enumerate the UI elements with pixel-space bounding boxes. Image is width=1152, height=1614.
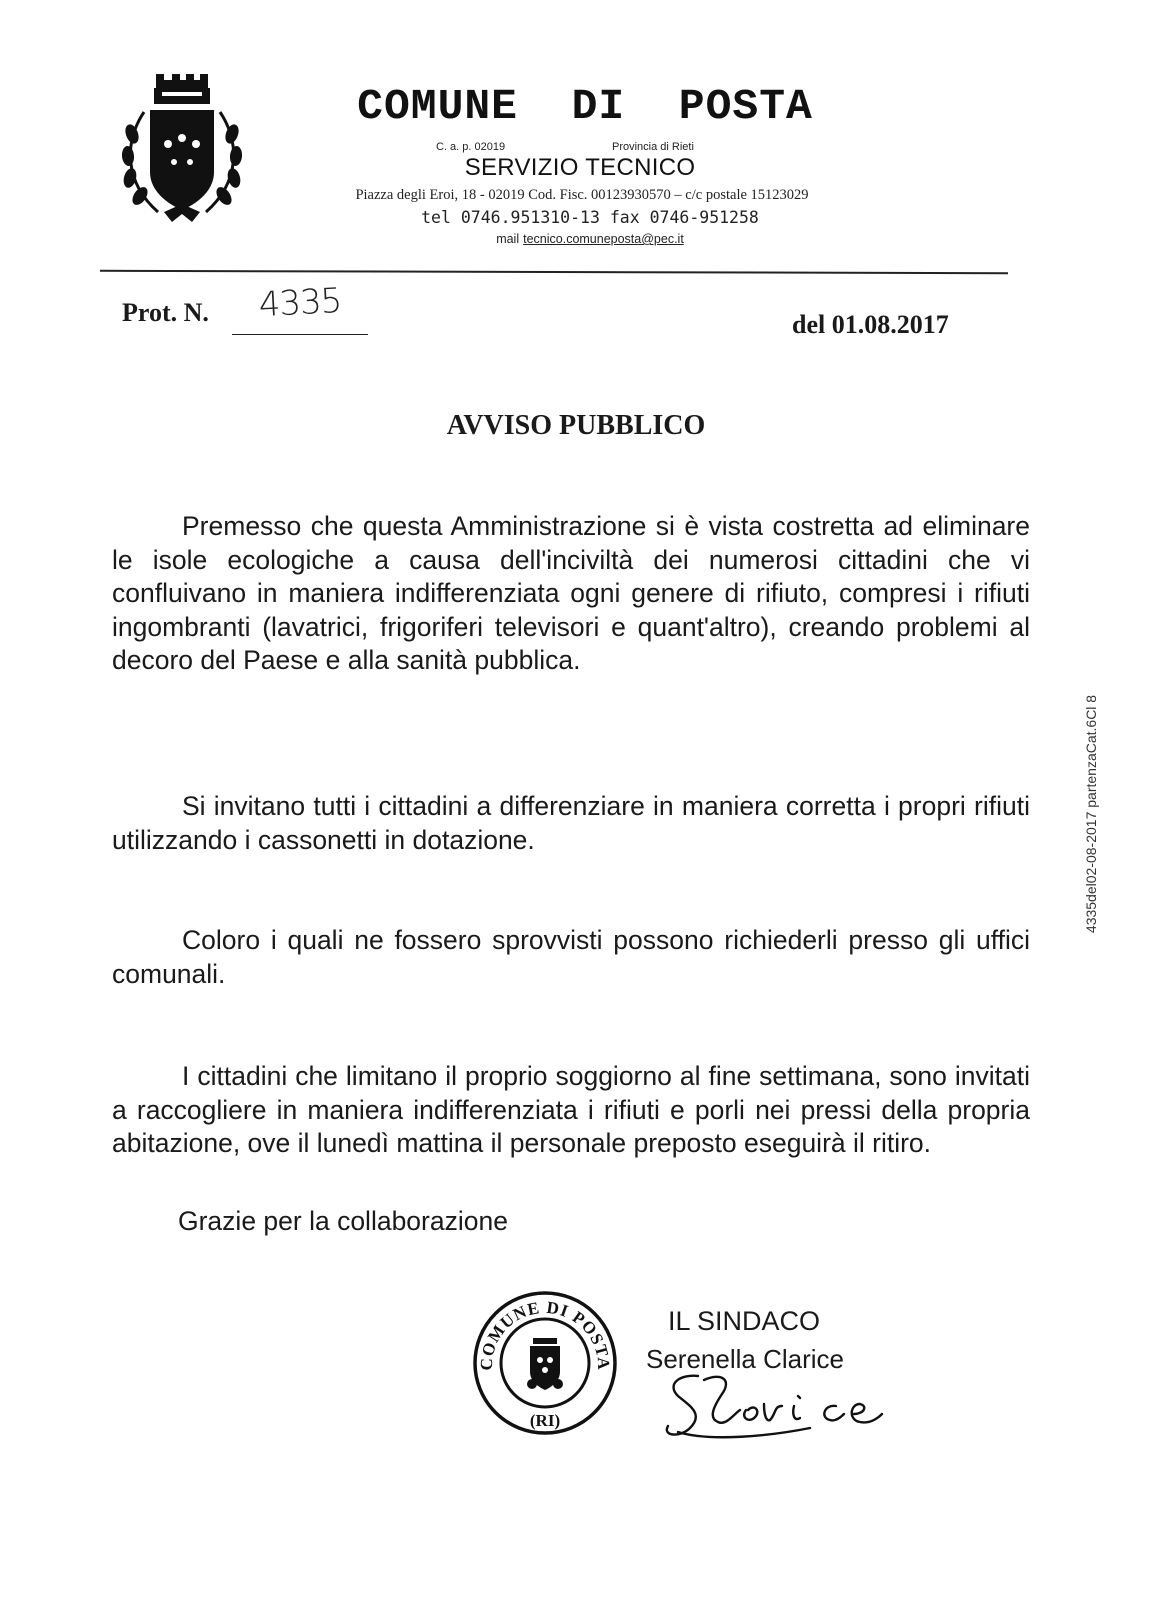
protocol-label: Prot. N. xyxy=(122,298,209,327)
notice-paragraph-3: Coloro i quali ne fossero sprovvisti possono richiederli presso gli uffici comunali. xyxy=(112,925,1030,989)
notice-title: AVVISO PUBBLICO xyxy=(446,410,706,441)
mail-link[interactable]: tecnico.comuneposta@pec.it xyxy=(523,232,684,246)
province: Provincia di Rieti xyxy=(612,141,694,153)
address-line: Piazza degli Eroi, 18 - 02019 Cod. Fisc. 00123930570 – c/c postale 15123029 xyxy=(355,187,809,203)
protocol-number-handwritten: 4335 xyxy=(257,280,343,326)
notice-paragraph-2: Si invitano tutti i cittadini a differenziare in maniera corretta i propri rifiuti utilizzando i cassonetti in dotazione. xyxy=(112,791,1030,855)
protocol-underline xyxy=(232,334,368,335)
notice-paragraph-4: I cittadini che limitano il proprio soggiorno al fine settimana, sono invitati a raccogliere in maniera indifferenziata i rifiuti e porli nei pressi della propria abitazione, ove il lunedì mattina il personale preposto eseguirà il ritiro. xyxy=(112,1061,1030,1158)
seal-text-bottom: (RI) xyxy=(529,1411,561,1430)
service-name: SERVIZIO TECNICO xyxy=(464,154,696,181)
registration-stamp-text: 4335del02-08-2017 partenzaCat.6Cl 8 xyxy=(1083,694,1099,934)
notice-paragraph-1: Premesso che questa Amministrazione si è vista costretta ad eliminare le isole ecologiche a causa dell'inciviltà dei numerosi cittadini che vi confluivano in maniera indifferenziata ogni genere di rifiuto, compresi i rifiuti ingombranti (lavatrici, frigoriferi televisori e quant'altro), creando problemi al decoro del Paese e alla sanità pubblica. xyxy=(112,511,1030,675)
official-seal-stamp xyxy=(470,1288,620,1438)
mail-line xyxy=(440,232,740,246)
signatory-title: IL SINDACO xyxy=(668,1306,821,1336)
handwritten-signature xyxy=(660,1370,890,1450)
postal-code: C. a. p. 02019 xyxy=(436,141,506,153)
municipal-crest-logo xyxy=(118,72,246,232)
phone-line: tel 0746.951310-13 fax 0746-951258 xyxy=(421,208,759,227)
mail-label: mail xyxy=(496,232,520,246)
protocol-date: del 01.08.2017 xyxy=(792,310,949,339)
seal-text-top: COMUNE DI POSTA xyxy=(476,1297,614,1371)
municipality-title: COMUNE DI POSTA xyxy=(357,82,813,131)
header-divider xyxy=(100,270,1008,274)
signatory-name: Serenella Clarice xyxy=(646,1344,844,1374)
closing-line: Grazie per la collaborazione xyxy=(178,1206,508,1236)
